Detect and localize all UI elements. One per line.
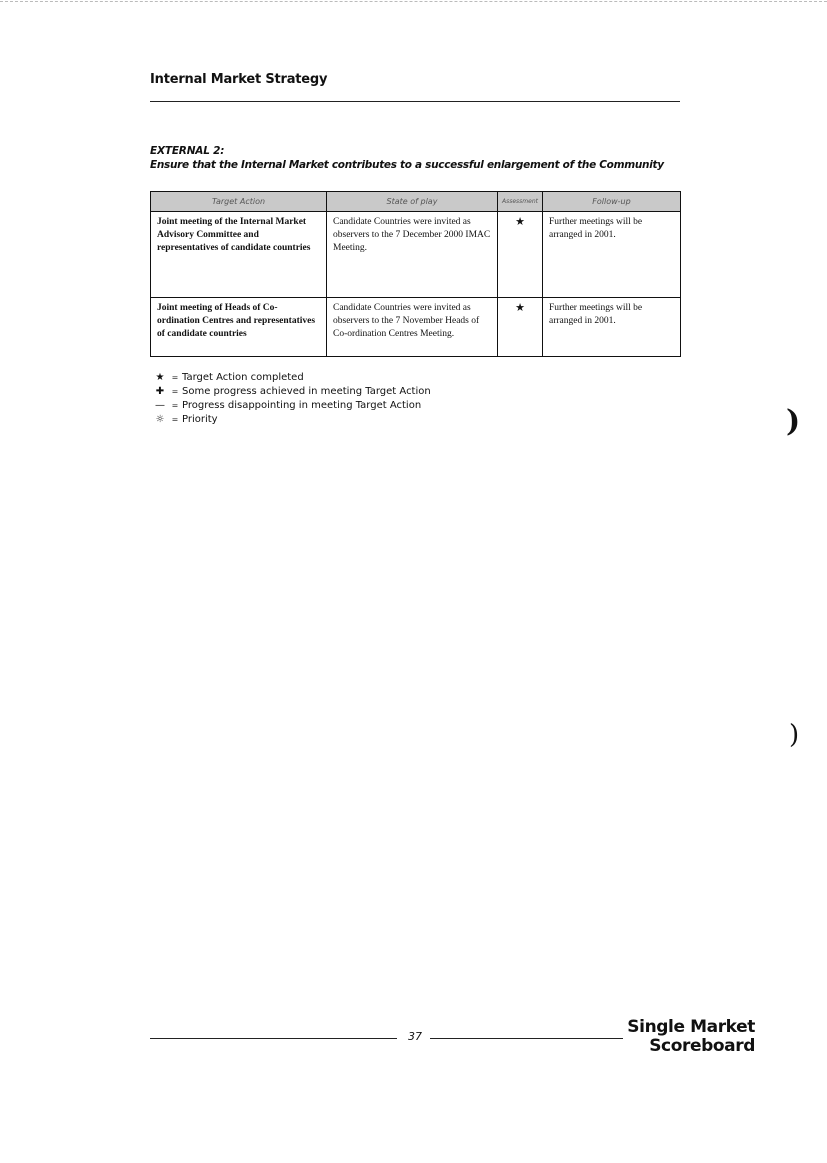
scoreboard-table	[150, 191, 681, 357]
cell-target-action: Joint meeting of the Internal Market Advisory Committee and representatives of candidate countries	[151, 212, 327, 298]
legend-text: Some progress achieved in meeting Target Action	[182, 386, 431, 397]
legend-equals: =	[171, 415, 179, 424]
legend-text: Target Action completed	[182, 372, 304, 383]
cell-follow-up: Further meetings will be arranged in 2001.	[543, 212, 681, 298]
assessment-star-icon: ★	[498, 298, 543, 357]
column-header-follow-up: Follow-up	[543, 192, 681, 212]
table-header-row	[151, 192, 681, 212]
legend-item	[152, 385, 431, 399]
legend-item	[152, 399, 431, 413]
cell-follow-up: Further meetings will be arranged in 2001.	[543, 298, 681, 357]
legend	[152, 371, 431, 427]
page-number: 37	[408, 1030, 422, 1043]
cell-target-action: Joint meeting of Heads of Co-ordination Centres and representatives of candidate countries	[151, 298, 327, 357]
section-description: Ensure that the Internal Market contributes to a successful enlargement of the Community	[150, 159, 664, 171]
legend-text: Priority	[182, 414, 218, 425]
legend-equals: =	[171, 401, 179, 410]
plus-icon: ✚	[155, 386, 165, 397]
column-header-state-of-play: State of play	[327, 192, 498, 212]
legend-item	[152, 371, 431, 385]
legend-text: Progress disappointing in meeting Target Action	[182, 400, 422, 411]
legend-equals: =	[171, 387, 179, 396]
footer-rule-right	[430, 1038, 623, 1039]
legend-item	[152, 413, 431, 427]
brand-line: Scoreboard	[649, 1036, 755, 1056]
star-icon: ★	[155, 372, 165, 383]
assessment-star-icon: ★	[498, 212, 543, 298]
table-row	[151, 212, 681, 298]
page-header-title: Internal Market Strategy	[150, 72, 328, 87]
cell-state-of-play: Candidate Countries were invited as observers to the 7 November Heads of Co-ordination Centres Meeting.	[327, 298, 498, 357]
table-row	[151, 298, 681, 357]
footer-rule-left	[150, 1038, 397, 1039]
minus-icon: —	[155, 400, 165, 411]
header-rule	[150, 101, 680, 102]
legend-equals: =	[171, 373, 179, 382]
column-header-target-action: Target Action	[151, 192, 327, 212]
column-header-assessment: Assessment	[498, 192, 543, 212]
sun-icon: ☼	[155, 414, 165, 425]
binder-mark-icon: )	[786, 404, 801, 439]
brand-line: Single Market	[627, 1017, 755, 1037]
cell-state-of-play: Candidate Countries were invited as observers to the 7 December 2000 IMAC Meeting.	[327, 212, 498, 298]
top-edge-dashes	[0, 1, 827, 2]
section-label: EXTERNAL 2:	[150, 145, 225, 157]
brand-logo	[627, 1018, 755, 1056]
binder-mark-icon: )	[789, 720, 800, 750]
